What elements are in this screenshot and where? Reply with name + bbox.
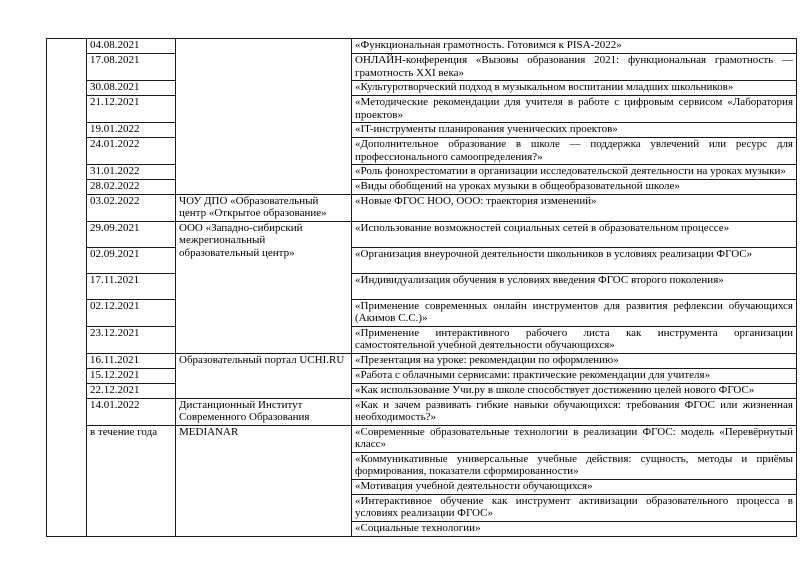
topic-cell: «Роль фонохрестоматии в организации исследовательской деятельности на уроках музыки» [352,165,797,180]
date-cell: 30.08.2021 [87,81,176,96]
topic-cell: «Работа с облачными сервисами: практические рекомендации для учителя» [352,368,797,383]
date-cell: 22.12.2021 [87,383,176,398]
date-cell: 15.12.2021 [87,368,176,383]
topic-cell: «Методические рекомендации для учителя в работе с цифровым сервисом «Лаборатория проектов» [352,96,797,123]
org-cell: Дистанционный Институт Современного Образования [176,398,352,425]
table-row [47,179,797,194]
topic-cell: «Организация внеурочной деятельности школьников в условиях реализации ФГОС» [352,247,797,273]
org-cell: ЧОУ ДПО «Образовательный центр «Открытое образование» [176,194,352,221]
topic-cell: «Применение интерактивного рабочего листа как инструмента организации самостоятельной учебной деятельности обучающихся» [352,326,797,353]
table-row [47,368,797,383]
topic-cell: «Коммуникативные универсальные учебные действия: сущность, методы и приёмы формирования, показатели сформированности» [352,452,797,479]
table-row [47,138,797,165]
table-row [47,96,797,123]
side-margin-cell [47,39,87,537]
topic-cell: «Как использование Учи.ру в школе способствует достижению целей нового ФГОС» [352,383,797,398]
topic-cell: «Виды обобщений на уроках музыки в общеобразовательной школе» [352,179,797,194]
table-row [47,81,797,96]
topic-cell: «IT-инструменты планирования ученических проектов» [352,123,797,138]
topic-cell: «Социальные технологии» [352,521,797,536]
topic-cell: «Дополнительное образование в школе — поддержка увлечений или ресурс для профессионального самоопределения?» [352,138,797,165]
table-row [47,165,797,180]
org-cell-empty [176,39,352,195]
table-row [47,247,797,273]
table-row [47,425,797,452]
topic-cell: «Мотивация учебной деятельности обучающихся» [352,479,797,494]
date-cell: 23.12.2021 [87,326,176,353]
topic-cell: «Индивидуализация обучения в условиях введения ФГОС второго поколения» [352,273,797,299]
date-cell: 04.08.2021 [87,39,176,54]
table-row [47,299,797,326]
org-cell: MEDIANAR [176,425,352,536]
date-cell: 24.01.2022 [87,138,176,165]
date-cell: 16.11.2021 [87,353,176,368]
date-cell: 17.08.2021 [87,54,176,81]
table-row [47,383,797,398]
topic-cell: «Как и зачем развивать гибкие навыки обучающихся: требования ФГОС или жизненная необходимость?» [352,398,797,425]
table-row [47,39,797,54]
date-cell: 28.02.2022 [87,179,176,194]
date-cell: 19.01.2022 [87,123,176,138]
org-cell: ООО «Западно-сибирский межрегиональный образовательный центр» [176,221,352,353]
topic-cell: «Презентация на уроке: рекомендации по оформлению» [352,353,797,368]
date-cell: 21.12.2021 [87,96,176,123]
date-cell: 29.09.2021 [87,221,176,247]
date-cell: 03.02.2022 [87,194,176,221]
org-cell: Образовательный портал UCHI.RU [176,353,352,398]
table-row [47,273,797,299]
table-row [47,123,797,138]
date-cell: 02.09.2021 [87,247,176,273]
table-row [47,398,797,425]
topic-cell: «Применение современных онлайн инструментов для развития рефлексии обучающихся (Акимов С.С.)» [352,299,797,326]
schedule-table [46,38,797,537]
topic-cell: «Культуротворческий подход в музыкальном воспитании младших школьников» [352,81,797,96]
date-cell: 31.01.2022 [87,165,176,180]
table-row [47,353,797,368]
date-cell: в течение года [87,425,176,536]
topic-cell: «Использование возможностей социальных сетей в образовательном процессе» [352,221,797,247]
table-row [47,54,797,81]
topic-cell: «Функциональная грамотность. Готовимся к PISA-2022» [352,39,797,54]
topic-cell: «Новые ФГОС НОО, ООО: траектория изменений» [352,194,797,221]
topic-cell: ОНЛАЙН-конференция «Вызовы образования 2021: функциональная грамотность — грамотность XXI века» [352,54,797,81]
table-row [47,194,797,221]
date-cell: 17.11.2021 [87,273,176,299]
topic-cell: «Интерактивное обучение как инструмент активизации образовательного процесса в условиях реализации ФГОС» [352,494,797,521]
date-cell: 02.12.2021 [87,299,176,326]
date-cell: 14.01.2022 [87,398,176,425]
table-row [47,221,797,247]
table-row [47,326,797,353]
topic-cell: «Современные образовательные технологии в реализации ФГОС: модель «Перевёрнутый класс» [352,425,797,452]
